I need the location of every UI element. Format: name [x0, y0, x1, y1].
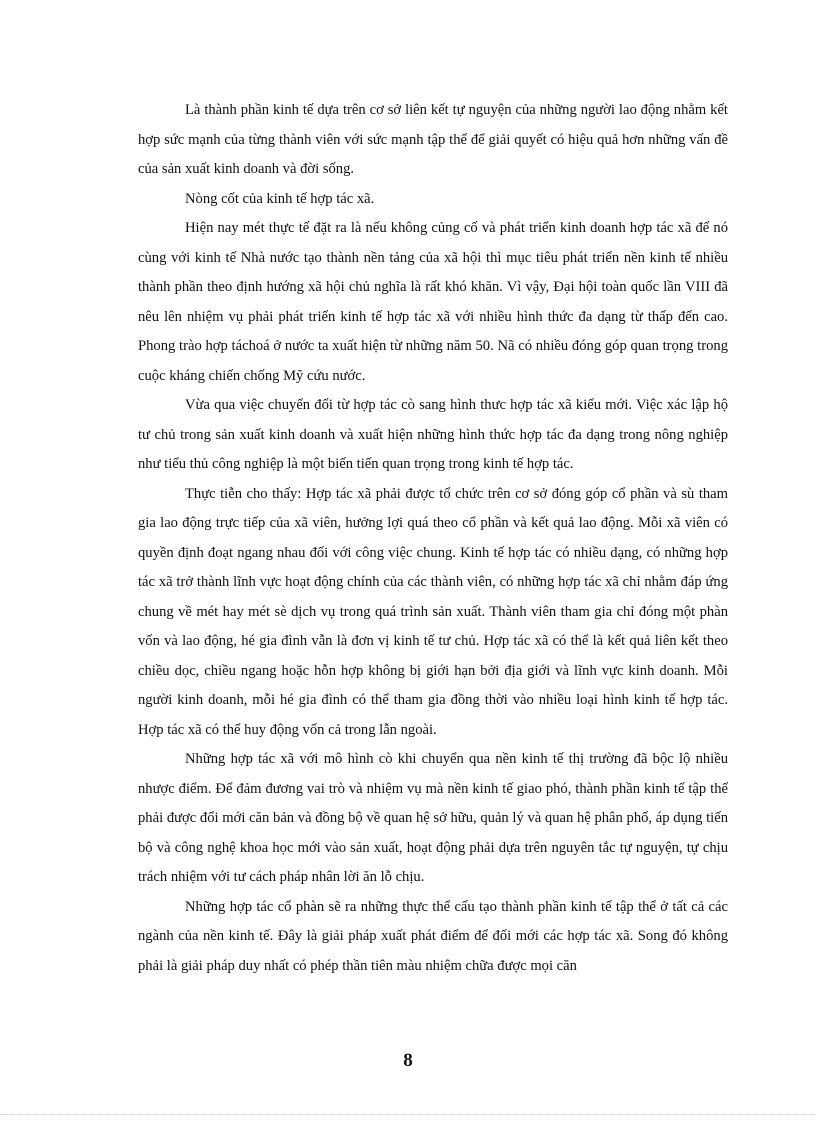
page-number: 8 — [403, 1050, 413, 1071]
paragraph: Là thành phần kinh tế dựa trên cơ sở liên kết tự nguyện của những người lao động nhằm kết hợp sức mạnh của từng thành viên với sức mạnh tập thể để giải quyết có hiệu quả hơn những vấn đề của sản xuất kinh doanh và đời sống. — [138, 102, 728, 177]
page-bottom-divider — [0, 1114, 816, 1115]
paragraph: Những hợp tác xã với mô hình cò khi chuyển qua nền kinh tế thị trường đã bộc lộ nhiều nhược điểm. Để đảm đương vai trò và nhiệm vụ mà nền kinh tế giao phó, thành phần kinh tế tập thể phải được đổi mới căn bản và đồng bộ về quan hệ sở hữu, quản lý và quan hệ phân phố, áp dụng tiến bộ và công nghệ khoa học mới vào sản xuất, hoạt động phải dựa trên nguyên tắc tự nguyện, tự chịu trách nhiệm với tư cách pháp nhân lời ăn lỗ chịu. — [138, 751, 728, 885]
paragraph: Thực tiễn cho thấy: Hợp tác xã phải được tổ chức trên cơ sở đóng góp cổ phần và sù tham gia lao động trực tiếp của xã viên, hưởng lợi quá theo cổ phần và kết quả lao động. Mỗi xã viên có quyền định đoạt ngang nhau đối với công việc chung. Kinh tế hợp tác có nhiều dạng, có những hợp tác xã trở thành lĩnh vực hoạt động chính của các thành viên, có những hợp tác xã chỉ nhằm đáp ứng chung về mét hay mét sè dịch vụ trong quá trình sản xuất. Thành viên tham gia chỉ đóng một phàn vốn và lao động, hé gia đình vẫn là đơn vị kinh tế tư chủ. Hợp tác xã có thể là kết quả liên kết theo chiều dọc, chiều ngang hoặc hỗn hợp không bị giới hạn bởi địa giới và lĩnh vực kinh doanh. Mỗi người kinh doanh, mỗi hé gia đình có thể tham gia đồng thời vào nhiều loại hình kinh tế hợp tác. Hợp tác xã có thể huy động vốn cả trong lẫn ngoài. — [138, 485, 728, 738]
paragraph: Nòng cốt của kinh tế hợp tác xã. — [185, 190, 375, 207]
body-text — [138, 96, 728, 981]
paragraph: Những hợp tác cổ phàn sẽ ra những thực thể cấu tạo thành phần kinh tế tập thể ở tất cả các ngành của nền kinh tế. Đây là giải pháp xuất phát điểm để đổi mới các hợp tác xã. Song đó không phải là giải pháp duy nhất có phép thần tiên màu nhiệm chữa được mọi căn — [138, 898, 728, 974]
paragraph: Hiện nay mét thực tế đặt ra là nếu không củng cố và phát triển kinh doanh hợp tác xã để nó cùng với kinh tế Nhà nước tạo thành nền tảng của xã hội thì mục tiêu phát triển nền kinh tế nhiều thành phần theo định hướng xã hội chủ nghĩa là rất khó khăn. Vì vậy, Đại hội toàn quốc lần VIII đã nêu lên nhiệm vụ phải phát triển kinh tế hợp tác xã với nhiều hình thức đa dạng từ thấp đến cao. Phong trào hợp táchoá ở nước ta xuất hiện từ những năm 50. Nã có nhiều đóng góp quan trọng trong cuộc kháng chiến chống Mỹ cứu nước. — [138, 220, 728, 384]
paragraph: Vừa qua việc chuyển đổi từ hợp tác cò sang hình thưc hợp tác xã kiểu mới. Việc xác lập hộ tư chủ trong sản xuất kinh doanh và xuất hiện những hình thức hợp tác đa dạng trong nông nghiệp như tiểu thủ công nghiệp là một biến tiến quan trọng trong kinh tế hợp tác. — [138, 397, 728, 472]
